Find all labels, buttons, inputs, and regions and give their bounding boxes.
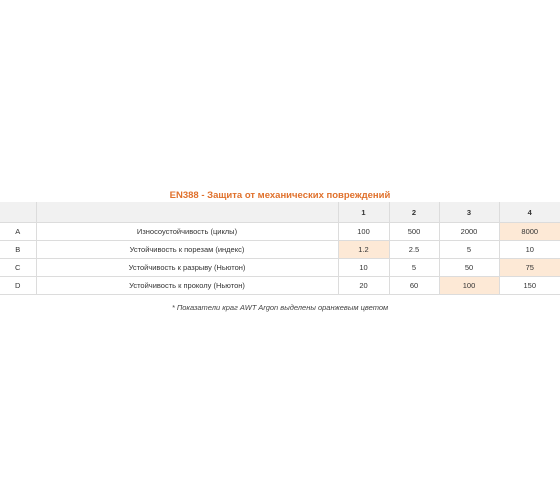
value-cell: 10 — [499, 241, 560, 259]
value-cell: 5 — [439, 241, 499, 259]
row-code: A — [0, 223, 36, 241]
row-label: Устойчивость к порезам (индекс) — [36, 241, 338, 259]
value-cell: 50 — [439, 259, 499, 277]
value-cell: 1.2 — [338, 241, 389, 259]
value-cell: 60 — [389, 277, 439, 295]
table-row — [0, 241, 560, 259]
header-cell-level-2: 2 — [389, 202, 439, 223]
row-label: Износоустойчивость (циклы) — [36, 223, 338, 241]
value-cell: 2000 — [439, 223, 499, 241]
value-cell: 10 — [338, 259, 389, 277]
value-cell: 5 — [389, 259, 439, 277]
header-cell-level-3: 3 — [439, 202, 499, 223]
table-header-row — [0, 202, 560, 223]
row-label: Устойчивость к проколу (Ньютон) — [36, 277, 338, 295]
header-cell — [36, 202, 338, 223]
table-row — [0, 223, 560, 241]
row-code: D — [0, 277, 36, 295]
value-cell: 100 — [439, 277, 499, 295]
value-cell: 2.5 — [389, 241, 439, 259]
value-cell: 75 — [499, 259, 560, 277]
table-row — [0, 277, 560, 295]
table-row — [0, 259, 560, 277]
value-cell: 8000 — [499, 223, 560, 241]
header-cell — [0, 202, 36, 223]
row-label: Устойчивость к разрыву (Ньютон) — [36, 259, 338, 277]
row-code: B — [0, 241, 36, 259]
value-cell: 150 — [499, 277, 560, 295]
footnote: * Показатели краг AWT Argon выделены оранжевым цветом — [171, 303, 389, 312]
header-cell-level-1: 1 — [338, 202, 389, 223]
value-cell: 500 — [389, 223, 439, 241]
value-cell: 100 — [338, 223, 389, 241]
table-title: EN388 - Защита от механических повреждений — [169, 190, 391, 201]
value-cell: 20 — [338, 277, 389, 295]
en388-table — [0, 202, 560, 295]
header-cell-level-4: 4 — [499, 202, 560, 223]
row-code: C — [0, 259, 36, 277]
